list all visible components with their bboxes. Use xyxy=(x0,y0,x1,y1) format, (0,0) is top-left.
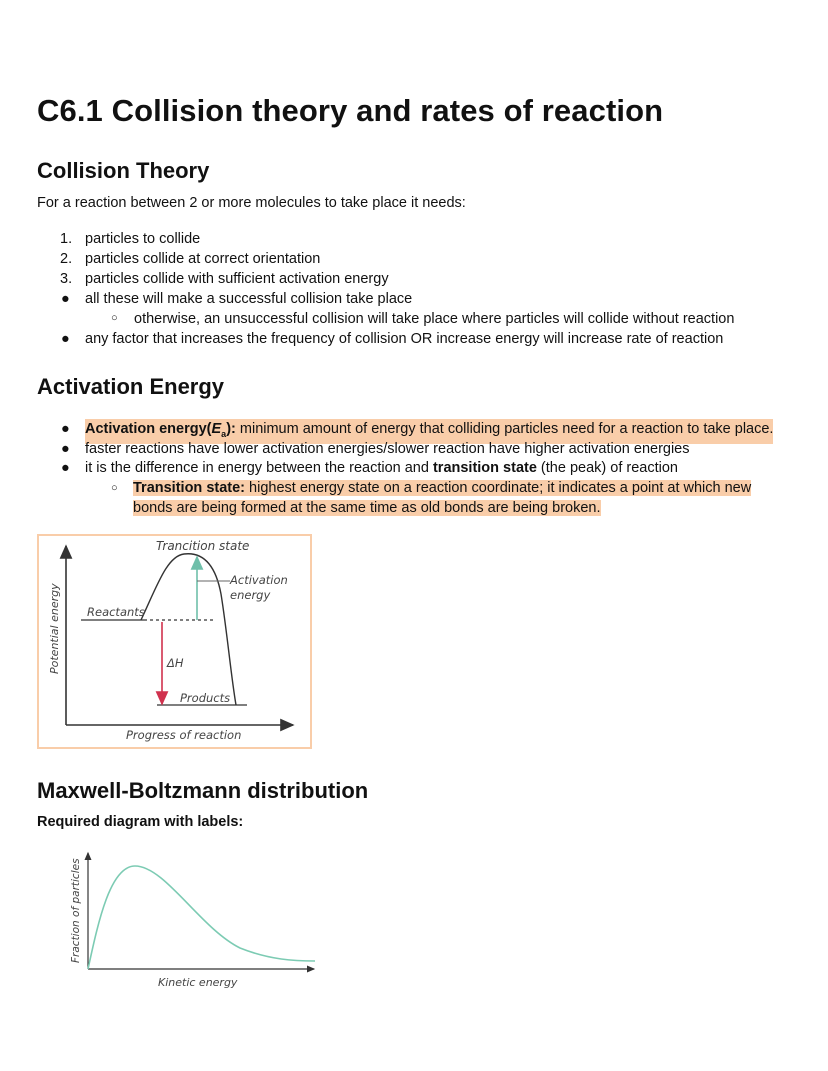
transition-state-label: Transition state: xyxy=(133,480,245,496)
definition-subscript: a xyxy=(221,428,227,439)
definition-term: Activation energy( xyxy=(85,421,212,437)
transition-state-line2: bonds are being formed at the same time as old bonds are being broken. xyxy=(133,500,601,516)
definition-text: minimum amount of energy that colliding particles need for a reaction to take place. xyxy=(235,421,774,437)
activation-label-1: Activation xyxy=(230,573,288,587)
maxwell-boltzmann-svg xyxy=(60,848,325,993)
list-item: particles collide at correct orientation xyxy=(85,251,321,267)
delta-h-label: ΔH xyxy=(167,656,184,670)
transition-state-label: Trancition state xyxy=(156,539,250,553)
list-item: it is the difference in energy between the reaction and transition state (the peak) of reaction xyxy=(85,460,678,476)
list-item: faster reactions have lower activation energies/slower reaction have higher activation energies xyxy=(85,441,690,457)
definition-symbol: E xyxy=(211,421,222,437)
definition-close: ): xyxy=(226,421,236,437)
energy-profile-svg xyxy=(39,536,310,747)
x-axis-label: Progress of reaction xyxy=(126,728,242,742)
list-item: particles to collide xyxy=(85,231,201,247)
bullet-icon: ● xyxy=(61,331,70,347)
maxwell-boltzmann-diagram xyxy=(60,848,325,993)
list-item: any factor that increases the frequency of collision OR increase energy will increase rate of reaction xyxy=(85,331,724,347)
bullet-icon: ● xyxy=(61,421,70,437)
reactants-label: Reactants xyxy=(87,605,145,619)
bullet-icon: ● xyxy=(61,441,70,457)
reaction-curve xyxy=(141,554,236,705)
collision-intro: For a reaction between 2 or more molecules to take place it needs: xyxy=(37,195,466,211)
required-diagram-label: Required diagram with labels: xyxy=(37,814,244,830)
y-axis-label: Fraction of particles xyxy=(70,858,82,963)
collision-theory-heading: Collision Theory xyxy=(37,158,210,183)
transition-state-definition: Transition state: highest energy state on a reaction coordinate; it indicates a point at which new bonds are being formed at the same time as old bonds are being broken. xyxy=(133,480,752,516)
list-item: all these will make a successful collision take place xyxy=(85,291,413,307)
activation-label-2: energy xyxy=(230,588,271,602)
page-title: C6.1 Collision theory and rates of reaction xyxy=(37,93,664,128)
sub-bullet-icon: ○ xyxy=(111,312,118,324)
list-marker: 2. xyxy=(60,251,73,267)
list-marker: 3. xyxy=(60,271,73,287)
distribution-curve xyxy=(88,866,315,969)
transition-state-term: transition state xyxy=(432,460,537,476)
list-item: particles collide with sufficient activation energy xyxy=(85,271,389,287)
bullet-icon: ● xyxy=(61,460,70,476)
x-axis-label: Kinetic energy xyxy=(158,976,238,989)
list-marker: 1. xyxy=(60,231,73,247)
products-label: Products xyxy=(180,691,231,705)
sub-bullet-icon: ○ xyxy=(111,482,118,494)
y-axis-label: Potential energy xyxy=(48,583,61,674)
energy-profile-diagram xyxy=(37,534,312,749)
maxwell-boltzmann-heading: Maxwell-Boltzmann distribution xyxy=(37,778,369,803)
bullet-icon: ● xyxy=(61,291,70,307)
list-item: otherwise, an unsuccessful collision will take place where particles will collide without reaction xyxy=(134,311,735,327)
activation-energy-heading: Activation Energy xyxy=(37,374,225,399)
